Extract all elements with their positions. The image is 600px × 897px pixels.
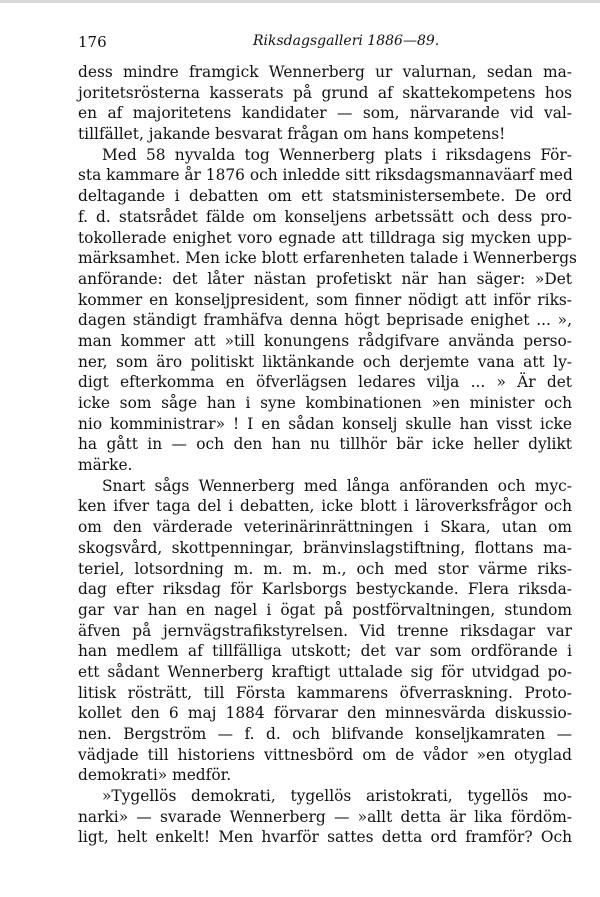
text-line: ner, som äro politiskt liktänkande och derjemte vana att ly- xyxy=(78,352,572,371)
text-line: Snart sågs Wennerberg med långa anföranden och myc- xyxy=(102,476,572,495)
text-line: dagen ständigt framhäfva denna högt beprisade enighet ... », xyxy=(78,311,572,330)
page-number: 176 xyxy=(78,33,107,51)
text-line: ett sådant Wennerberg kraftigt uttalade sig för utvidgad po- xyxy=(78,662,572,681)
text-line: vädjade till historiens vittnesbörd om de vådor »en otyglad xyxy=(78,745,572,764)
text-line: om den värderade veterinärinrättningen i Skara, utan om xyxy=(78,518,572,537)
text-line: sta kammare år 1876 och inledde sitt riksdagsmannaväarf med xyxy=(78,166,573,185)
body-text xyxy=(78,62,577,848)
text-line: teriel, lotsordning m. m. m. m., och med stor värme riks- xyxy=(78,559,572,578)
text-line: äfven på jernvägstrafikstyrelsen. Vid trenne riksdagar var xyxy=(78,621,572,640)
text-line: nen. Bergström — f. d. och blifvande konseljkamraten — xyxy=(78,725,572,743)
text-line: ligt, helt enkelt! Men hvarför sattes detta ord framför? Och xyxy=(78,828,572,847)
text-line: gar var han en nagel i ögat på postförvaltningen, stundom xyxy=(78,600,572,619)
text-line: litisk rösträtt, till Första kammarens öfverraskning. Proto- xyxy=(78,683,572,702)
text-line: kollet den 6 maj 1884 förvarar den minnesvärda diskussio- xyxy=(78,704,572,723)
text-line: märksamhet. Men icke blott erfarenheten talade i Wennerbergs xyxy=(78,249,577,268)
text-line: ha gått in — och den han nu tillhör bär icke heller dylikt xyxy=(78,435,572,454)
text-line: Med 58 nyvalda tog Wennerberg plats i riksdagens För- xyxy=(102,145,572,164)
text-line: nio komministrar» ! I en sådan konselj skulle han visst icke xyxy=(78,414,572,433)
text-line: märke. xyxy=(78,456,133,475)
text-line: skogsvård, skottpenningar, bränvinslagstiftning, flottans ma- xyxy=(78,538,572,557)
text-line: kommer en konseljpresident, som finner nödigt att inför riks- xyxy=(78,290,572,309)
text-line: ken ifver taga del i debatten, icke blott i läroverksfrågor och xyxy=(78,497,572,516)
page-top-edge xyxy=(0,0,600,3)
running-title: Riksdagsgalleri 1886—89. xyxy=(253,33,440,49)
page-header xyxy=(78,33,572,53)
text-line: demokrati» medför. xyxy=(78,766,232,785)
text-line: narki» — svarade Wennerberg — »allt detta är lika fördöm- xyxy=(78,807,572,826)
text-line: man kommer att »till konungens rådgifvare använda perso- xyxy=(78,331,572,350)
text-line: anförande: det låter nästan profetiskt när han säger: »Det xyxy=(78,269,572,288)
text-line: deltagande i debatten om ett statsministersembete. De ord xyxy=(78,187,572,206)
text-line: joritetsrösterna kasserats på grund af skattekompetens hos xyxy=(78,83,572,102)
text-line: tillfället, jakande besvarat frågan om hans kompetens! xyxy=(78,125,506,144)
text-line: digt efterkomma en öfverlägsen ledares vilja ... » Är det xyxy=(78,373,572,392)
text-line: f. d. statsrådet fälde om konseljens arbetssätt och dess pro- xyxy=(78,207,572,226)
text-line: dag efter riksdag för Karlsborgs bestyckande. Flera riksda- xyxy=(78,580,572,599)
text-line: dess mindre framgick Wennerberg ur valurnan, sedan ma- xyxy=(78,63,572,81)
text-line: en af majoritetens kandidater — som, närvarande vid val- xyxy=(78,104,572,123)
text-line: »Tygellös demokrati, tygellös aristokrati, tygellös mo- xyxy=(102,787,572,806)
text-line: han medlem af tillfälliga utskott; det var som ordförande i xyxy=(78,642,572,661)
text-line: icke som såge han i syne kombinationen »en minister och xyxy=(78,394,572,412)
text-line: tokollerade enighet voro egnade att tilldraga sig mycken upp- xyxy=(78,228,572,247)
